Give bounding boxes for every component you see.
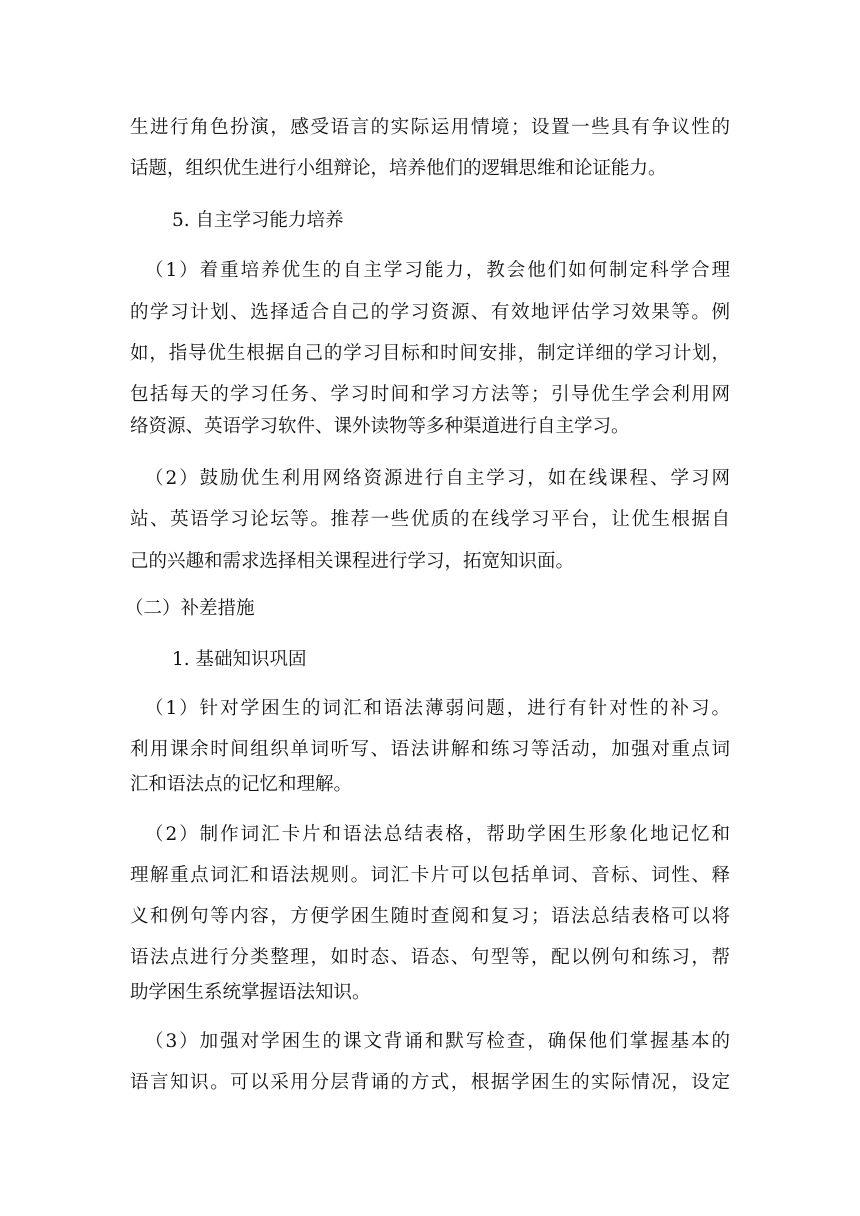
text-line: 语法点进行分类整理，如时态、语态、句型等，配以例句和练习，帮	[130, 947, 730, 968]
text-line: （3）加强对学困生的课文背诵和默写检查，确保他们掌握基本的	[145, 1031, 730, 1052]
heading-basic-knowledge: 1. 基础知识巩固	[172, 649, 307, 670]
text-line: 生进行角色扮演，感受语言的实际运用情境；设置一些具有争议性的	[130, 117, 730, 138]
text-line: 己的兴趣和需求选择相关课程进行学习，拓宽知识面。	[130, 551, 575, 572]
text-line: 站、英语学习论坛等。推荐一些优质的在线学习平台，让优生根据自	[130, 509, 730, 530]
text-line: 语言知识。可以采用分层背诵的方式，根据学困生的实际情况，设定	[130, 1072, 730, 1093]
heading-remedial-measures: （二）补差措施	[125, 598, 255, 619]
text-line: 助学困生系统掌握语法知识。	[130, 982, 371, 1003]
text-line: （2）制作词汇卡片和语法总结表格，帮助学困生形象化地记忆和	[145, 824, 730, 845]
text-line: 包括每天的学习任务、学习时间和学习方法等；引导优生学会利用网	[130, 384, 730, 405]
text-line: （2）鼓励优生利用网络资源进行自主学习，如在线课程、学习网	[145, 468, 730, 489]
text-line: 利用课余时间组织单词听写、语法讲解和练习等活动，加强对重点词	[130, 739, 730, 760]
text-line: 的学习计划、选择适合自己的学习资源、有效地评估学习效果等。例	[130, 302, 730, 323]
text-line: 义和例句等内容，方便学困生随时查阅和复习；语法总结表格可以将	[130, 906, 730, 927]
text-line: 络资源、英语学习软件、课外读物等多种渠道进行自主学习。	[130, 416, 630, 437]
text-line: 汇和语法点的记忆和理解。	[130, 774, 353, 795]
text-line: 如，指导优生根据自己的学习目标和时间安排，制定详细的学习计划，	[130, 343, 730, 364]
heading-self-learning: 5. 自主学习能力培养	[172, 210, 344, 231]
text-line: （1）着重培养优生的自主学习能力，教会他们如何制定科学合理	[145, 260, 730, 281]
text-line: 话题，组织优生进行小组辩论，培养他们的逻辑思维和论证能力。	[130, 158, 667, 179]
text-line: 理解重点词汇和语法规则。词汇卡片可以包括单词、音标、词性、释	[130, 865, 730, 886]
text-line: （1）针对学困生的词汇和语法薄弱问题，进行有针对性的补习。	[145, 698, 730, 719]
